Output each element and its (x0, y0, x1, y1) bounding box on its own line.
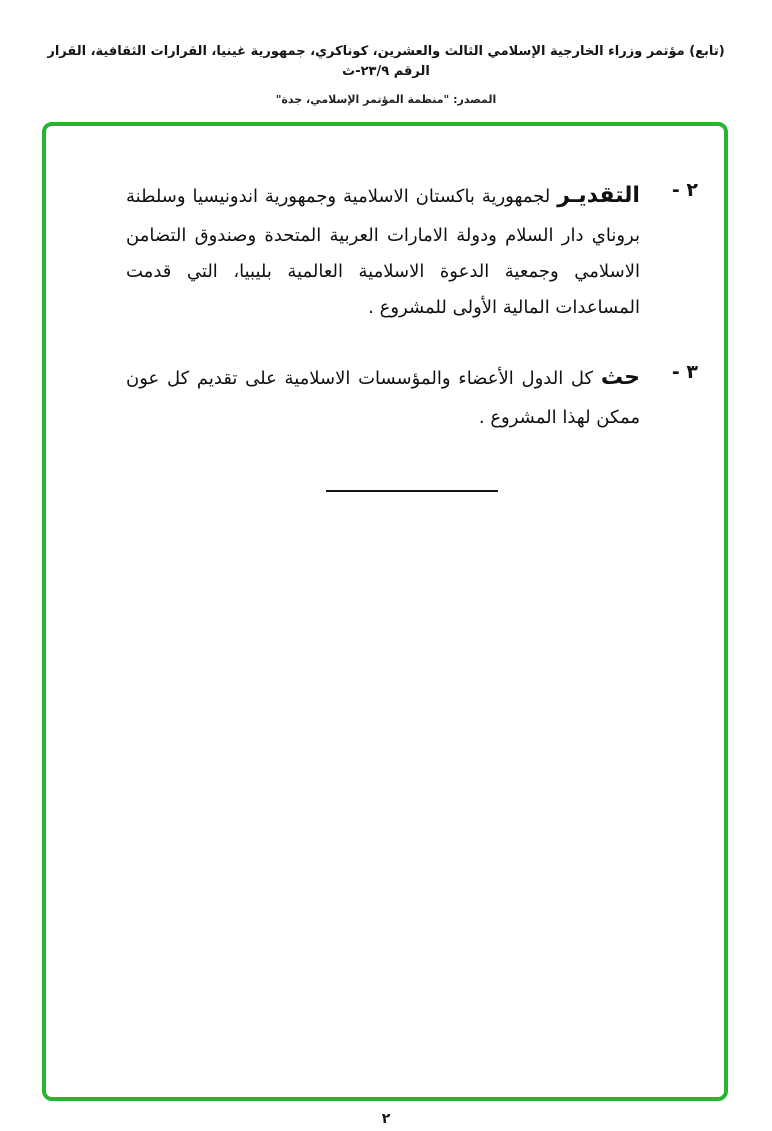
document-footer (0, 1111, 772, 1127)
item-body-text: كل الدول الأعضاء والمؤسسات الاسلامية على تقديم كل عون ممكن لهذا المشروع . (126, 368, 640, 428)
resolution-item-3 (126, 356, 698, 436)
header-title-line: (تابع) مؤتمر وزراء الخارجية الإسلامي الثالث والعشرين، كوناكري، جمهورية غينيا، القرارات الثقافية، القرار الرقم ٢٣/٩-ث (47, 44, 725, 79)
page-number: ٢ (381, 1111, 391, 1127)
item-number: ٣ - (671, 361, 698, 383)
item-paragraph (126, 356, 640, 436)
section-divider (326, 490, 498, 492)
header-source-line: المصدر: "منظمة المؤتمر الإسلامي، جدة" (275, 93, 497, 106)
item-paragraph (126, 174, 640, 326)
resolution-body (46, 126, 724, 492)
item-lead-word: التقديـر (557, 183, 640, 208)
resolution-item-2 (126, 174, 698, 326)
item-body-text: لجمهورية باكستان الاسلامية وجمهورية اندونيسيا وسلطنة بروناي دار السلام ودولة الامارات العربية المتحدة وصندوق التضامن الاسلامي وجمعية الدعوة الاسلامية العالمية بليبيا، التي قدمت المساعدات المالية الأولى للمشروع . (126, 186, 640, 318)
item-number: ٢ - (671, 179, 698, 201)
item-lead-word: حث (600, 365, 640, 390)
green-annotation-frame (42, 122, 728, 1101)
document-header (30, 42, 742, 106)
